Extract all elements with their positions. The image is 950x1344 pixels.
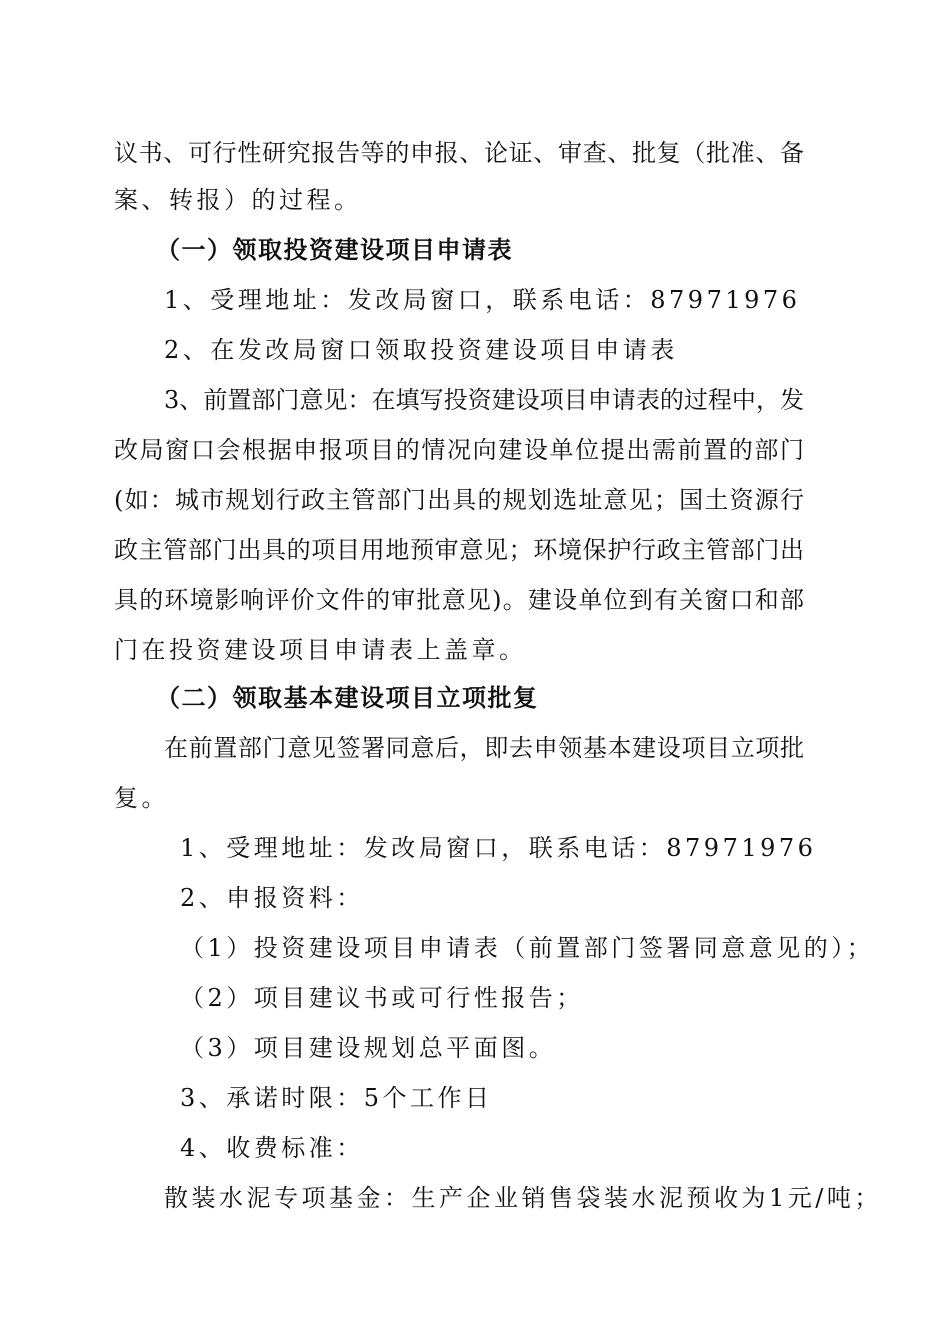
section-heading: （二）领取基本建设项目立项批复 bbox=[156, 684, 539, 712]
paragraph-line: （1）投资建设项目申请表（前置部门签署同意意见的）； bbox=[180, 934, 875, 962]
paragraph-line: 4、收费标准： bbox=[180, 1134, 364, 1162]
paragraph-line: (如：城市规划行政主管部门出具的规划选址意见；国土资源行 bbox=[114, 486, 804, 514]
paragraph-line: 政主管部门出具的项目用地预审意见；环境保护行政主管部门出 bbox=[114, 536, 804, 564]
paragraph-line: 散装水泥专项基金：生产企业销售袋装水泥预收为1元/吨； bbox=[164, 1184, 882, 1212]
paragraph-line: 在前置部门意见签署同意后，即去申领基本建设项目立项批 bbox=[164, 734, 804, 762]
paragraph-line: 1、受理地址：发改局窗口，联系电话：87971976 bbox=[180, 834, 817, 862]
paragraph-line: 2、在发改局窗口领取投资建设项目申请表 bbox=[164, 336, 678, 364]
paragraph-line: 具的环境影响评价文件的审批意见)。建设单位到有关窗口和部 bbox=[114, 586, 804, 614]
paragraph-line: 2、申报资料： bbox=[180, 884, 364, 912]
paragraph-line: （3）项目建设规划总平面图。 bbox=[180, 1034, 557, 1062]
paragraph-line: 1、受理地址：发改局窗口，联系电话：87971976 bbox=[164, 286, 801, 314]
section-heading: （一）领取投资建设项目申请表 bbox=[156, 236, 513, 264]
paragraph-line: 3、承诺时限：5个工作日 bbox=[180, 1084, 493, 1112]
paragraph-line: 案、转报）的过程。 bbox=[114, 186, 362, 214]
paragraph-line: （2）项目建议书或可行性报告； bbox=[180, 984, 584, 1012]
paragraph-line: 门在投资建设项目申请表上盖章。 bbox=[114, 636, 527, 664]
paragraph-line: 改局窗口会根据申报项目的情况向建设单位提出需前置的部门 bbox=[114, 436, 804, 464]
paragraph-line: 议书、可行性研究报告等的申报、论证、审查、批复（批准、备 bbox=[114, 139, 804, 167]
paragraph-line: 3、前置部门意见：在填写投资建设项目申请表的过程中，发 bbox=[164, 386, 804, 414]
paragraph-line: 复。 bbox=[114, 784, 169, 812]
